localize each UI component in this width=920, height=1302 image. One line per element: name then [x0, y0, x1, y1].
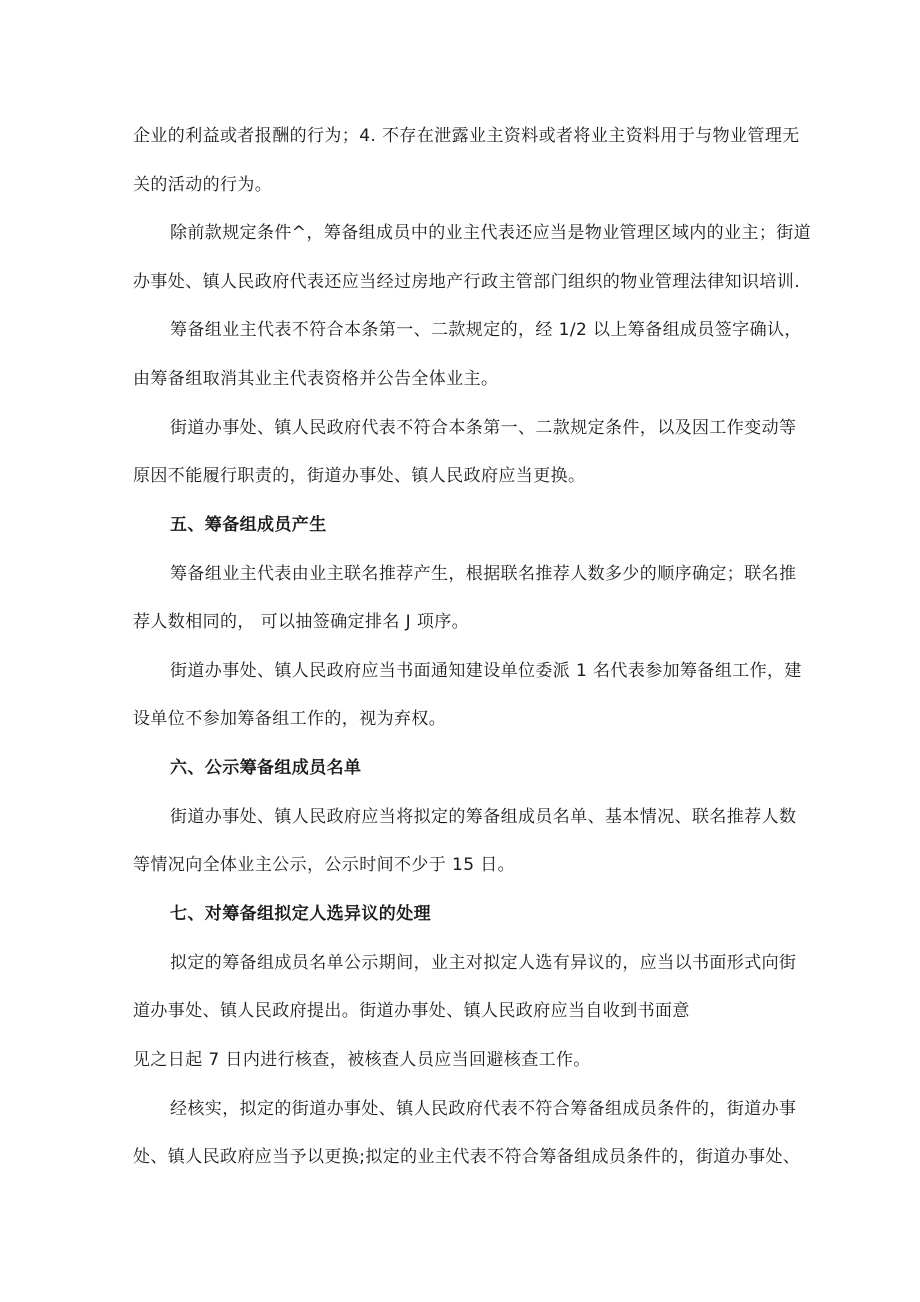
- paragraph-line: 处、镇人民政府应当予以更换;拟定的业主代表不符合筹备组成员条件的，街道办事处、: [133, 1147, 801, 1167]
- paragraph-line: 原因不能履行职责的，街道办事处、镇人民政府应当更换。: [133, 466, 586, 486]
- paragraph-line: 企业的利益或者报酬的行为；4. 不存在泄露业主资料或者将业主资料用于与物业管理无: [133, 126, 800, 146]
- paragraph-line: 拟定的筹备组成员名单公示期间，业主对拟定人选有异议的，应当以书面形式向街: [170, 953, 797, 973]
- paragraph-line: 由筹备组取消其业主代表资格并公告全体业主。: [133, 369, 499, 389]
- section-heading: 七、对筹备组拟定人选异议的处理: [170, 904, 431, 924]
- paragraph-line: 街道办事处、镇人民政府应当书面通知建设单位委派 1 名代表参加筹备组工作，建: [170, 661, 802, 681]
- section-heading: 五、筹备组成员产生: [170, 515, 327, 535]
- paragraph-line: 筹备组业主代表由业主联名推荐产生，根据联名推荐人数多少的顺序确定；联名推: [170, 564, 797, 584]
- paragraph-line: 街道办事处、镇人民政府代表不符合本条第一、二款规定条件，以及因工作变动等: [170, 418, 797, 438]
- paragraph-line: 见之日起 7 日内进行核查，被核查人员应当回避核查工作。: [133, 1050, 591, 1070]
- paragraph-line: 除前款规定条件^，筹备组成员中的业主代表还应当是物业管理区域内的业主；街道: [170, 223, 812, 243]
- paragraph-line: 设单位不参加筹备组工作的，视为弃权。: [133, 709, 447, 729]
- paragraph-line: 荐人数相同的， 可以抽签确定排名 J 项序。: [133, 612, 470, 632]
- paragraph-line: 筹备组业主代表不符合本条第一、二款规定的，经 1/2 以上筹备组成员签字确认，: [170, 320, 802, 340]
- paragraph-line: 街道办事处、镇人民政府应当将拟定的筹备组成员名单、基本情况、联名推荐人数: [170, 807, 797, 827]
- paragraph-line: 等情况向全体业主公示，公示时间不少于 15 日。: [133, 855, 516, 875]
- paragraph-line: 办事处、镇人民政府代表还应当经过房地产行政主管部门组织的物业管理法律知识培训.: [133, 272, 801, 292]
- paragraph-line: 关的活动的行为。: [133, 175, 273, 195]
- paragraph-line: 经核实，拟定的街道办事处、镇人民政府代表不符合筹备组成员条件的，街道办事: [170, 1099, 797, 1119]
- section-heading: 六、公示筹备组成员名单: [170, 758, 362, 778]
- paragraph-line: 道办事处、镇人民政府提出。街道办事处、镇人民政府应当自收到书面意: [133, 1001, 690, 1021]
